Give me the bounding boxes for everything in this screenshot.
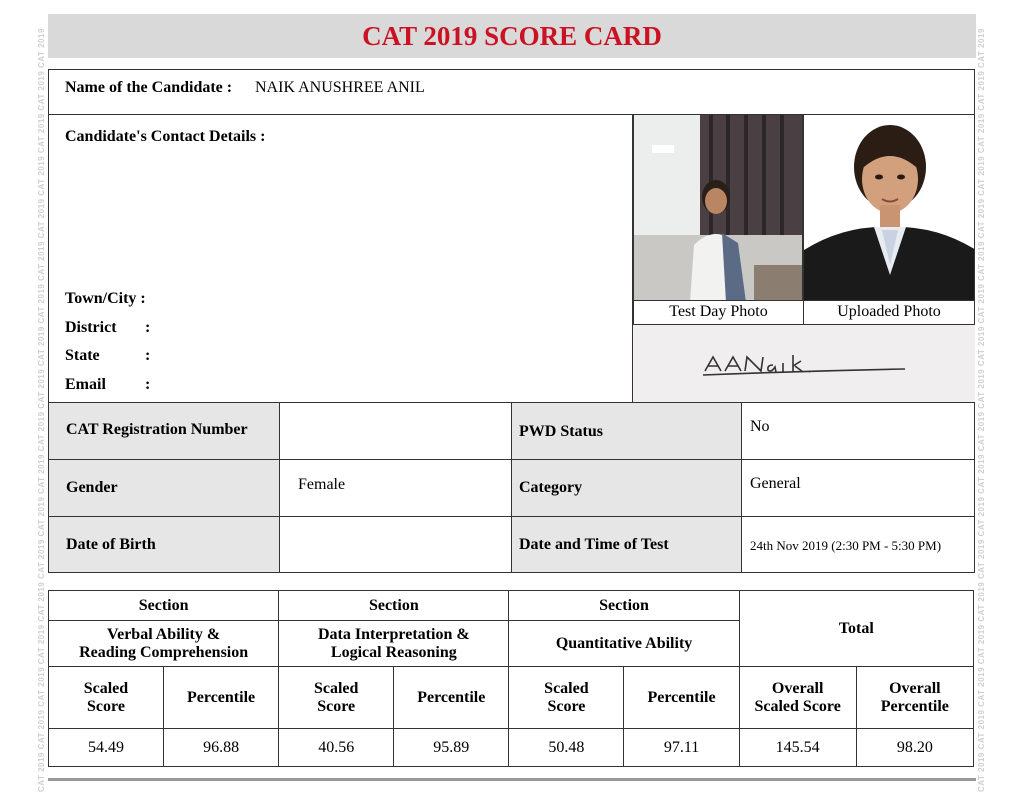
candidate-name-value: NAIK ANUSHREE ANIL	[255, 79, 425, 96]
overall-scaled-label	[739, 667, 856, 729]
email-label-text: Email	[65, 376, 106, 393]
pwd-status-label: PWD Status	[519, 423, 604, 440]
dob-label-cell	[48, 516, 280, 573]
section-3-scaled-score: 50.48	[509, 729, 624, 767]
left-watermark: CAT 2019 CAT 2019 CAT 2019 CAT 2019 CAT 2019 CAT 2019 CAT 2019 CAT 2019 CAT 2019 CAT 2019 CAT 2019 CAT 2019 CAT 2019 CAT 2019 CAT 2019 CAT 2019 CAT 2019 CAT 2019	[37, 28, 46, 792]
email-label	[65, 376, 151, 394]
scaled-label-line1: Scaled	[544, 679, 589, 697]
dob-label: Date of Birth	[66, 536, 156, 553]
pwd-value-cell	[741, 402, 975, 460]
state-label-text: State	[65, 347, 100, 364]
category-label-cell	[511, 459, 742, 517]
contact-details-box	[48, 114, 633, 403]
section-2-percentile-label: Percentile	[394, 667, 509, 729]
scaled-label-line2: Score	[87, 697, 125, 715]
district-label	[65, 319, 151, 337]
overall-scaled-label-line2: Scaled Score	[754, 697, 841, 715]
section-2-percentile: 95.89	[394, 729, 509, 767]
overall-percentile-label	[856, 667, 973, 729]
gender-value: Female	[298, 476, 346, 493]
test-datetime-value: 24th Nov 2019 (2:30 PM - 5:30 PM)	[750, 538, 942, 553]
test-day-photo-caption: Test Day Photo	[633, 300, 804, 325]
state-colon: :	[145, 347, 151, 364]
category-label: Category	[519, 479, 583, 496]
overall-label-line1: Overall	[771, 679, 824, 697]
total-header: Total	[739, 591, 973, 667]
gender-label-cell	[48, 459, 280, 517]
category-value: General	[750, 475, 801, 492]
uploaded-photo-caption: Uploaded Photo	[803, 300, 975, 325]
pwd-status-value: No	[750, 418, 770, 435]
section-1-percentile-label: Percentile	[163, 667, 278, 729]
score-value-row	[49, 729, 974, 767]
section-2-scaled-score: 40.56	[279, 729, 394, 767]
signature-area	[633, 325, 975, 403]
scaled-label-line2: Score	[547, 697, 586, 715]
town-label: Town/City :	[65, 290, 146, 307]
candidate-name-row	[48, 69, 975, 115]
candidate-name-label: Name of the Candidate :	[65, 79, 233, 96]
section-1-scaled-label	[49, 667, 164, 729]
section-header-row	[49, 591, 974, 621]
bottom-rule	[48, 778, 976, 781]
title-bar	[48, 14, 976, 58]
gender-label: Gender	[66, 479, 118, 496]
district-label-text: District	[65, 319, 117, 336]
scaled-label-line1: Scaled	[313, 679, 359, 697]
section-1-header: Section	[49, 591, 279, 621]
score-label-row	[49, 667, 974, 729]
gender-value-cell	[279, 459, 512, 517]
section-2-name-line2: Logical Reasoning	[330, 643, 457, 661]
scores-table	[48, 590, 974, 767]
uploaded-photo	[803, 114, 975, 301]
reg-number-value-cell	[279, 402, 512, 460]
section-3-name: Quantitative Ability	[509, 621, 739, 667]
email-colon: :	[145, 376, 151, 393]
test-datetime-label: Date and Time of Test	[519, 536, 669, 553]
section-2-name-line1: Data Interpretation &	[317, 625, 470, 643]
section-2-name	[279, 621, 509, 667]
scaled-label-line2: Score	[317, 697, 356, 715]
uploaded-photo-image	[804, 115, 975, 301]
reg-number-label-cell	[48, 402, 280, 460]
overall-label-line1: Overall	[889, 679, 941, 697]
overall-percentile: 98.20	[856, 729, 973, 767]
section-1-percentile: 96.88	[163, 729, 278, 767]
section-3-percentile: 97.11	[624, 729, 739, 767]
section-2-scaled-label	[279, 667, 394, 729]
district-colon: :	[145, 319, 151, 336]
state-label	[65, 347, 151, 365]
overall-percentile-label-line2: Percentile	[880, 697, 949, 715]
test-day-photo	[633, 114, 803, 301]
overall-scaled-score: 145.54	[739, 729, 856, 767]
section-2-header: Section	[279, 591, 509, 621]
signature-image	[633, 325, 975, 403]
contact-heading: Candidate's Contact Details :	[65, 128, 266, 145]
dob-value-cell	[279, 516, 512, 573]
section-1-name-line1: Verbal Ability &	[107, 625, 221, 643]
scaled-label-line1: Scaled	[83, 679, 129, 697]
pwd-label-cell	[511, 402, 742, 460]
section-3-percentile-label: Percentile	[624, 667, 739, 729]
test-datetime-label-cell	[511, 516, 742, 573]
section-3-scaled-label	[509, 667, 624, 729]
category-value-cell	[741, 459, 975, 517]
test-datetime-value-cell	[741, 516, 975, 573]
section-1-scaled-score: 54.49	[49, 729, 164, 767]
section-1-name-line2: Reading Comprehension	[79, 643, 249, 661]
test-day-photo-image	[634, 115, 803, 301]
right-watermark: CAT 2019 CAT 2019 CAT 2019 CAT 2019 CAT 2019 CAT 2019 CAT 2019 CAT 2019 CAT 2019 CAT 2019 CAT 2019 CAT 2019 CAT 2019 CAT 2019 CAT 2019 CAT 2019 CAT 2019 CAT 2019	[977, 28, 986, 792]
page-title: CAT 2019 SCORE CARD	[362, 21, 662, 51]
reg-number-label: CAT Registration Number	[66, 421, 248, 438]
section-3-header: Section	[509, 591, 739, 621]
section-1-name	[49, 621, 279, 667]
